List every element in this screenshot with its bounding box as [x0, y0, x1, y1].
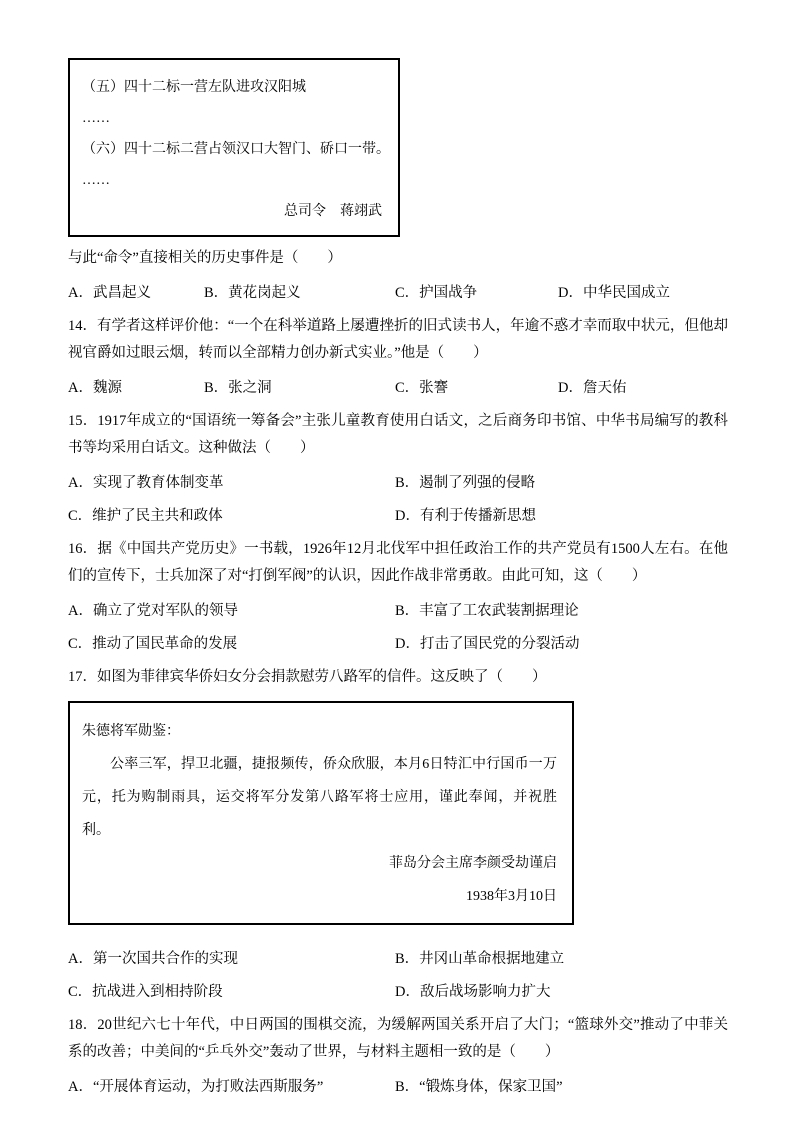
question-17-options-row-2 [68, 980, 728, 1004]
option-d: D．有利于传播新思想 [395, 508, 536, 524]
question-16-options-row-1 [68, 599, 728, 623]
command-order-box [68, 58, 400, 237]
option-b: B．井冈山革命根据地建立 [395, 951, 565, 967]
option-d: D．敌后战场影响力扩大 [395, 984, 551, 1000]
option-c: C．抗战进入到相持阶段 [68, 984, 223, 1000]
option-c: C．护国战争 [395, 285, 478, 301]
question-16-options-row-2 [68, 632, 728, 656]
ellipsis-line: …… [82, 111, 110, 126]
option-a: A．第一次国共合作的实现 [68, 951, 238, 967]
option-a: A．魏源 [68, 380, 122, 396]
question-13-stem: 与此“命令”直接相关的历史事件是（ ） [68, 250, 342, 266]
question-14-stem: 14．有学者这样评价他：“一个在科举道路上屡遭挫折的旧式读书人，年逾不惑才幸而取中状元，但他却视官爵如过眼云烟，转而以全部精力创办新式实业。”他是（ ） [68, 318, 728, 361]
option-d: D．詹天佑 [558, 380, 627, 396]
letter-signer: 菲岛分会主席李颜受劫谨启 [389, 856, 557, 871]
question-15-options-row-1 [68, 471, 728, 495]
option-a: A．武昌起义 [68, 285, 151, 301]
question-15-options-row-2 [68, 504, 728, 528]
option-a: A．“开展体育运动，为打败法西斯服务” [68, 1079, 324, 1095]
command-line-2: （六）四十二标二营占领汉口大智门、硚口一带。 [82, 142, 390, 157]
option-c: C．推动了国民革命的发展 [68, 636, 238, 652]
option-c: C．维护了民主共和政体 [68, 508, 223, 524]
ellipsis-line: …… [82, 173, 110, 188]
letter-body: 公率三军，捍卫北疆，捷报频传，侨众欣服，本月6日特汇中行国币一万元，托为购制雨具，运交将军分发第八路军将士应用，谨此奉闻，并祝胜利。 [82, 757, 557, 838]
option-b: B．张之洞 [204, 380, 272, 396]
letter-salutation: 朱德将军勋鉴： [82, 724, 180, 739]
question-17-stem: 17．如图为菲律宾华侨妇女分会捐款慰劳八路军的信件。这反映了（ ） [68, 669, 547, 685]
letter-box [68, 701, 574, 925]
question-15-stem: 15．1917年成立的“国语统一筹备会”主张儿童教育使用白话文，之后商务印书馆、中华书局编写的教科书等均采用白话文。这种做法（ ） [68, 413, 728, 456]
command-signature: 总司令 蒋翊武 [284, 204, 382, 219]
option-b: B．遏制了列强的侵略 [395, 475, 536, 491]
option-a: A．实现了教育体制变革 [68, 475, 224, 491]
question-16-stem: 16．据《中国共产党历史》一书载，1926年12月北伐军中担任政治工作的共产党员有1500人左右。在他们的宣传下，士兵加深了对“打倒军阀”的认识，因此作战非常勇敢。由此可知，这（ ） [68, 541, 728, 584]
question-18-options-row-1 [68, 1075, 728, 1099]
option-b: B．丰富了工农武装割据理论 [395, 603, 579, 619]
question-13-options [68, 281, 728, 305]
letter-date: 1938年3月10日 [466, 889, 557, 904]
question-14-options [68, 376, 728, 400]
option-c: C．张謇 [395, 380, 449, 396]
option-a: A．确立了党对军队的领导 [68, 603, 238, 619]
question-18-stem: 18．20世纪六七十年代，中日两国的围棋交流，为缓解两国关系开启了大门；“篮球外交”推动了中菲关系的改善；中美间的“乒乓外交”轰动了世界，与材料主题相一致的是（ ） [68, 1017, 728, 1060]
option-d: D．中华民国成立 [558, 285, 670, 301]
option-d: D．打击了国民党的分裂活动 [395, 636, 580, 652]
option-b: B．黄花岗起义 [204, 285, 301, 301]
command-line-1: （五）四十二标一营左队进攻汉阳城 [82, 80, 306, 95]
question-17-options-row-1 [68, 947, 728, 971]
option-b: B．“锻炼身体，保家卫国” [395, 1079, 563, 1095]
